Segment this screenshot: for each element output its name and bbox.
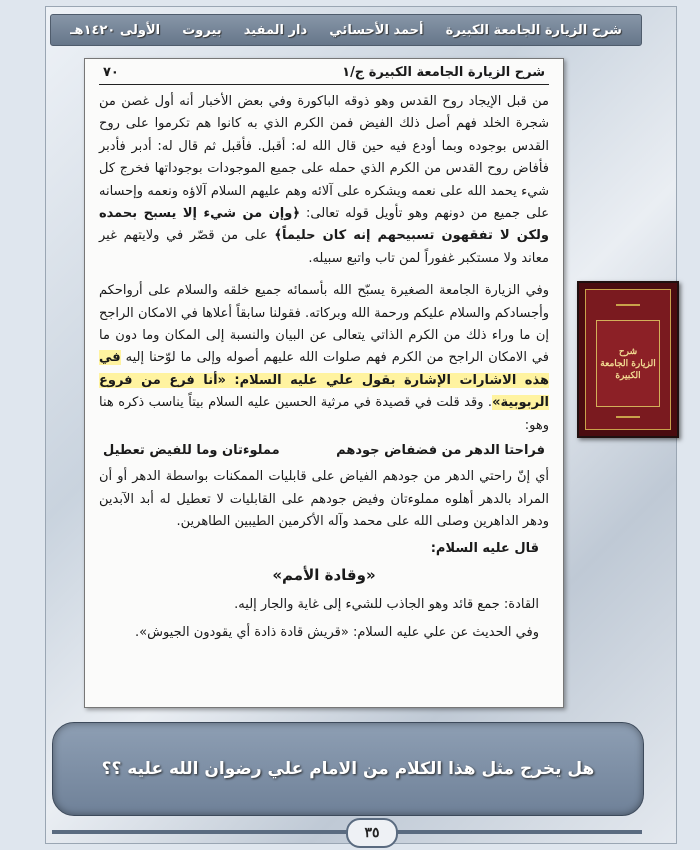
paragraph-1-end: على من قصّر في ولايتهم غير معاند ولا مستكبر غفوراً لمن تاب واتبع سبيله.: [99, 228, 549, 266]
hadith-line: وفي الحديث عن علي عليه السلام: «قريش قادة ذادة أي يقودون الجيوش».: [135, 625, 539, 641]
paragraph-1-text: من قبل الإيجاد روح القدس وهو ذوقه الباكورة وفي بعض الأخبار أنه أول غصن من شجرة الخلد فهم أصل ذلك الفيض فمن الكرم الذي به كانوا هم تكرموا على روح القدس بوجوده وبما أودع فيه حين قال الله له: أقبل. فأقبل ثم قال له: أدبر فأدبر فأفاض روح القدس من الكرم الذي حمله على جميع الموجودات بوجوداتها فخرج كل شيء يحمد الله على نعمه ويشكره على آلائه وهم عليهم السلام آلاؤه ونعمه وإحسانه على جميع من دونهم وهو تأويل قوله تعالى:: [99, 94, 550, 222]
book-cover-title-1: شرح: [618, 346, 638, 357]
footer-page-number: ٣٥: [346, 818, 398, 848]
poem-verse: [99, 443, 549, 458]
paragraph-1: [99, 91, 549, 270]
header-author: أحمد الأحسائي: [329, 22, 424, 38]
said-line: قال عليه السلام:: [430, 541, 539, 557]
question-text: هل يخرج مثل هذا الكلام من الامام علي رضوان الله عليه ؟؟: [101, 759, 595, 779]
poem-hemistich-left: مملوءتان وما للفيض تعطيل: [103, 443, 280, 459]
question-banner: [52, 722, 644, 816]
scanned-page: [84, 58, 564, 708]
book-ornament-bottom: [616, 416, 640, 426]
paragraph-2-text: وفي الزيارة الجامعة الصغيرة يسبّح الله بأسمائه جميع خلقه والسلام على أرواحكم وأجسادكم والسلام عليكم ورحمة الله وبركاته. فقولنا سابقاً أعلاها في الامكان الراجح إن ما وراء ذلك من الكرم الذاتي يتعالى عن البيان والنسبة إلى المكان وما دون ما في الامكان الراجح من الكرم فهم صلوات الله عليهم أصوله وإلى ما لوّحنا إليه: [99, 283, 549, 366]
running-title: شرح الزيارة الجامعة الكبيرة ج/١: [342, 65, 545, 80]
book-cover-image: [577, 281, 679, 438]
quran-quote: ﴿وإن من شيء إلا يسبح بحمده ولكن لا تفقهون تسبيحهم إنه كان حليماً﴾: [99, 206, 549, 244]
book-ornament-top: [616, 304, 640, 314]
paragraph-2-end: . وقد قلت في قصيدة في مرثية الحسين عليه السلام بيتاً يناسب ذكره هنا وهو:: [99, 395, 549, 433]
page-number: ٧٠: [103, 65, 119, 80]
book-cover-title-2: الزيارة الجامعة الكبيرة: [600, 358, 656, 381]
definition-line: القادة: جمع قائد وهو الجاذب للشيء إلى غاية والجار إليه.: [234, 597, 539, 613]
paragraph-3: أي إنّ راحتي الدهر من جودهم الفياض على قابليات الممكنات بواسطة الدهر أو أن المراد بالدهر أهلوه مملوءتان وفيض جودهم على القابليات لا تعطيل له أبد الآبدين ودهر الداهرين وصلى الله على محمد وآله الأكرمين الطيبين الطاهرين.: [99, 469, 549, 529]
header-book-title: شرح الزيارة الجامعة الكبيرة: [445, 22, 622, 38]
section-title: «وقادة الأمم»: [272, 566, 376, 585]
paragraph-2: [99, 280, 549, 437]
highlighted-quote: في هذه الاشارات الإشارة بقول علي عليه السلام: «أنا فرع من فروع الربوبية»: [99, 350, 549, 411]
page-running-header: [99, 63, 549, 85]
header-city: بيروت: [182, 22, 222, 38]
header-edition: الأولى ١٤٢٠هـ: [70, 22, 161, 38]
book-title-panel: [596, 320, 660, 407]
book-cover-inner: [585, 289, 671, 430]
header-publisher: دار المفيد: [243, 22, 308, 38]
header-bar: [50, 14, 642, 46]
poem-hemistich-right: فراحتا الدهر من فضفاض جودهم: [336, 443, 545, 459]
